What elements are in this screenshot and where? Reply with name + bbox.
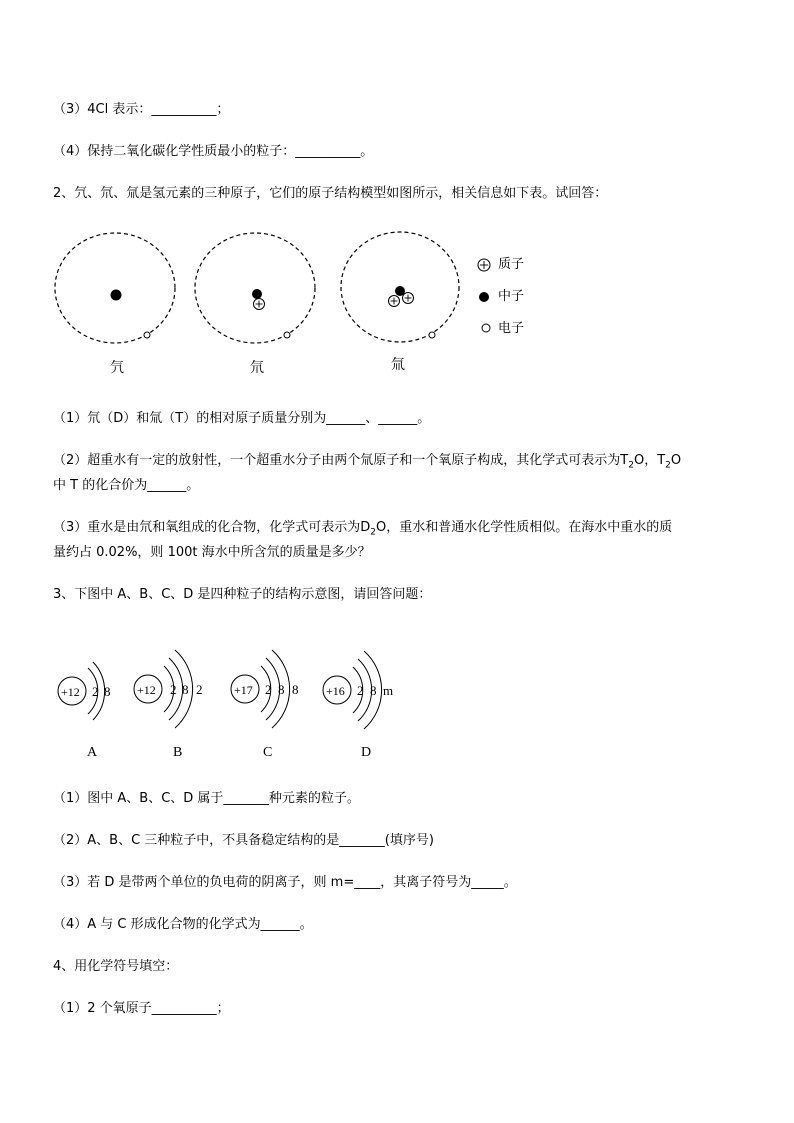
shell-c-2: 8: [278, 682, 285, 697]
shell-b-3: 2: [196, 682, 203, 697]
question-3-2: （2）A、B、C 三种粒子中，不具备稳定结构的是_______(填序号): [53, 833, 434, 848]
question-2-2-line1: （2）超重水有一定的放射性，一个超重水分子由两个氚原子和一个氧原子构成，其化学式可表示为$T_2O$，$T_2O$: [53, 453, 682, 471]
shell-c-3: 8: [292, 682, 299, 697]
question-4-intro: 4、用化学符号填空：: [53, 959, 179, 974]
nucleus-a: +12: [61, 685, 80, 699]
question-3-4: （4）A 与 C 形成化合物的化学式为______。: [53, 917, 313, 932]
particle-letter-d: D: [361, 745, 372, 760]
legend-label-electron: 电子: [498, 321, 525, 336]
question-2-3-line1: （3）重水是由氘和氧组成的化合物，化学式可表示为$D_2O$，重水和普通水化学性质相似。在海水中重水的质: [53, 520, 673, 538]
atom-label-tritium: 氚: [391, 357, 405, 373]
shell-a-1: 2: [92, 684, 99, 699]
question-4-co2: （4）保持二氧化碳化学性质最小的粒子：__________。: [53, 144, 374, 159]
question-3-3: （3）若 D 是带两个单位的负电荷的阴离子，则 m=____，其离子符号为_____。: [53, 875, 517, 890]
legend-label-proton: 质子: [498, 257, 525, 272]
question-3-intro: 3、下图中 A、B、C、D 是四种粒子的结构示意图，请回答问题：: [53, 587, 432, 602]
particle-letter-b: B: [173, 745, 183, 760]
question-4-1: （1）2 个氧原子__________；: [53, 1001, 230, 1016]
nucleus-b: +12: [137, 683, 156, 697]
question-3-1: （1）图中 A、B、C、D 属于_______种元素的粒子。: [53, 791, 360, 806]
nucleus-c: +17: [234, 683, 253, 697]
shell-d-2: 8: [370, 683, 377, 698]
shell-d-1: 2: [357, 683, 364, 698]
particle-letter-a: A: [87, 745, 98, 760]
shell-d-3: m: [383, 683, 394, 698]
question-2-intro: 2、氕、氘、氚是氢元素的三种原子，它们的原子结构模型如图所示，相关信息如下表。试回答：: [53, 186, 608, 201]
legend-label-neutron: 中子: [498, 289, 525, 304]
nucleus-d: +16: [326, 684, 345, 698]
shell-b-1: 2: [170, 682, 177, 697]
shell-a-2: 8: [104, 684, 111, 699]
atom-label-deuterium: 氘: [250, 360, 264, 376]
shell-c-1: 2: [265, 682, 272, 697]
question-2-1: （1）氘（D）和氚（T）的相对原子质量分别为______、______。: [53, 411, 431, 426]
atom-label-protium: 氕: [110, 360, 124, 376]
question-2-3-line2: 量约占 0.02%，则 100t 海水中所含氘的质量是多少？: [53, 545, 371, 560]
shell-b-2: 8: [182, 682, 189, 697]
question-3-4cl: （3）4Cl 表示：__________；: [53, 102, 230, 117]
particle-letter-c: C: [263, 745, 273, 760]
question-2-2-line2: 中 T 的化合价为______。: [53, 478, 200, 493]
